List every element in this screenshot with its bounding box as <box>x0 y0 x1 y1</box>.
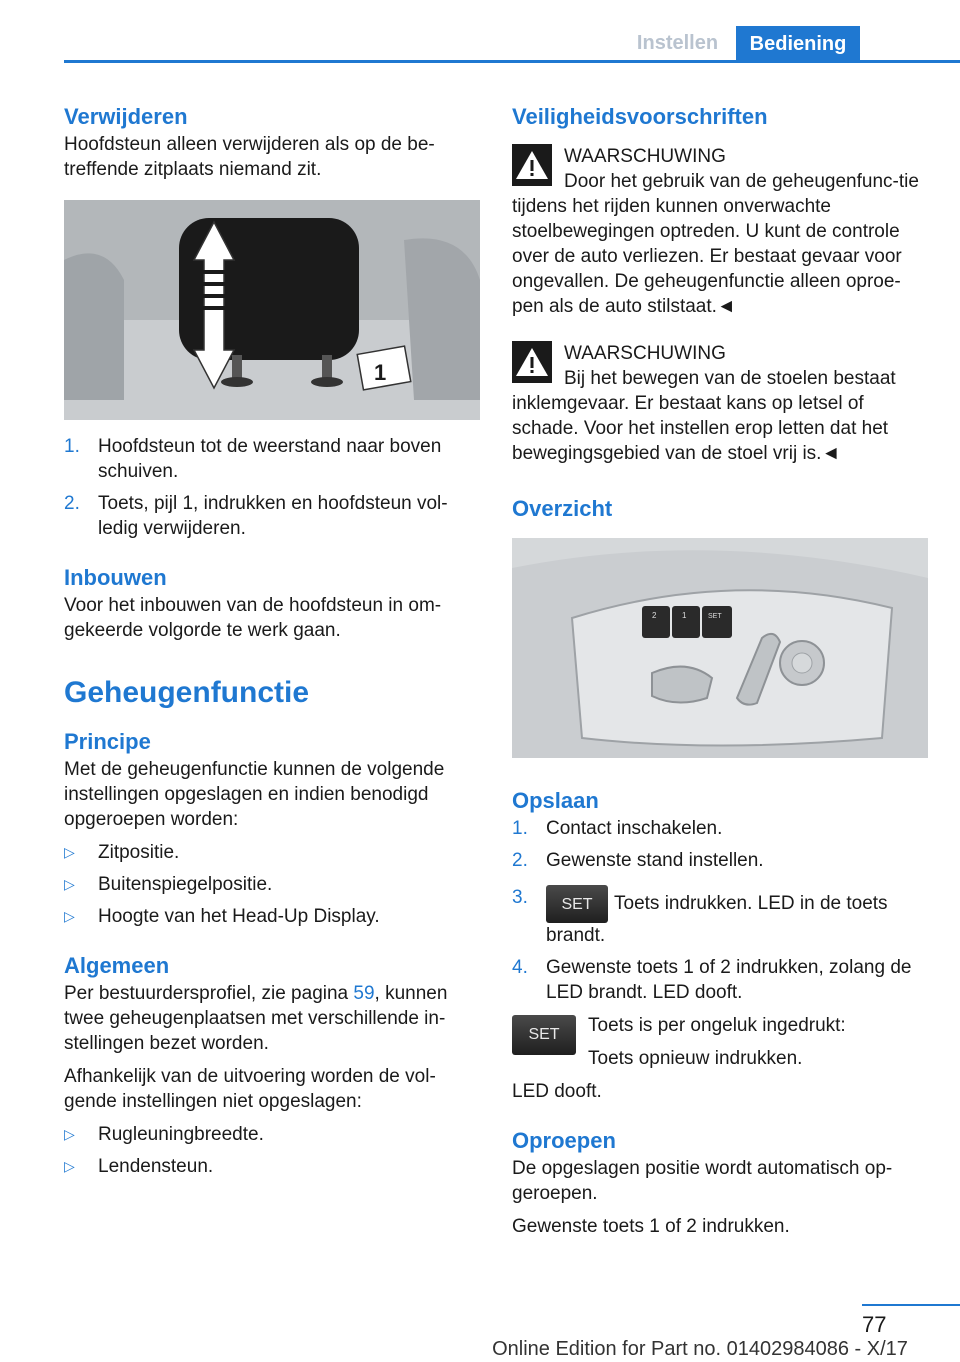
edition-note: Online Edition for Part no. 01402984086 - X/17 <box>492 1338 908 1360</box>
oproepen-text2: Gewenste toets 1 of 2 indrukken. <box>512 1216 790 1237</box>
svg-text:1: 1 <box>374 360 387 385</box>
inbouwen-text: Voor het inbouwen van de hoofdsteun in om-gekeerde volgorde te werk gaan. <box>64 595 442 641</box>
warning-block-1 <box>512 144 932 319</box>
set-button-icon: SET <box>546 885 608 923</box>
algemeen-text-a: Per bestuurdersprofiel, zie pagina <box>64 983 354 1004</box>
heading-verwijderen: Verwijderen <box>64 104 188 129</box>
step-text: Gewenste toets 1 of 2 indrukken, zolang de LED brandt. LED dooft. <box>546 957 912 1003</box>
bullet-text: Zitpositie. <box>98 842 180 863</box>
bullet-text: Lendensteun. <box>98 1156 214 1177</box>
heading-algemeen: Algemeen <box>64 953 170 978</box>
step-number: 3. <box>512 887 528 908</box>
photo-button-label: 1 <box>682 611 687 620</box>
step-number: 1. <box>512 818 528 839</box>
warning-text: Door het gebruik van de geheugenfunc-tie tijdens het rijden kunnen onverwachte stoelbewegingen optreden. U kunt de controle over de auto verliezen. Er bestaat gevaar voor ongevallen. De geheugenfunctie alleen oproe-pen als de auto stilstaat.◄ <box>512 171 919 317</box>
triangle-bullet-icon: ▷ <box>64 1126 75 1142</box>
triangle-bullet-icon: ▷ <box>64 876 75 892</box>
seat-controls-photo <box>512 538 928 758</box>
left-column <box>64 102 482 1186</box>
set-button-icon: SET <box>512 1015 576 1055</box>
set-note <box>512 1013 932 1071</box>
heading-oproepen: Oproepen <box>512 1128 616 1153</box>
algemeen-text <box>64 981 482 1056</box>
list-item <box>64 872 482 897</box>
list-item <box>512 885 932 948</box>
heading-opslaan: Opslaan <box>512 788 599 813</box>
page-link[interactable]: 59 <box>353 983 375 1004</box>
heading-inbouwen: Inbouwen <box>64 565 167 590</box>
list-item <box>64 840 482 865</box>
heading-overzicht: Overzicht <box>512 496 613 521</box>
step-text: Hoofdsteun tot de weerstand naar boven schuiven. <box>98 436 442 482</box>
headrest-photo <box>64 200 480 420</box>
triangle-bullet-icon: ▷ <box>64 844 75 860</box>
list-item <box>512 955 932 1005</box>
page-number: 77 <box>862 1312 887 1337</box>
list-item <box>64 491 482 541</box>
opslaan-steps <box>512 816 932 1005</box>
warning-triangle-icon <box>512 341 552 383</box>
list-item <box>64 904 482 929</box>
list-item <box>64 1154 482 1179</box>
tab-instellen[interactable]: Instellen <box>636 31 719 54</box>
list-item <box>512 848 932 873</box>
note-line: LED dooft. <box>512 1081 602 1102</box>
warning-label: WAARSCHUWING <box>564 343 726 364</box>
principe-text: Met de geheugenfunctie kunnen de volgende instellingen opgeslagen en indien benodigd opgeroepen worden: <box>64 759 445 830</box>
list-item <box>64 434 482 484</box>
step-number: 4. <box>512 957 528 978</box>
step-text: Contact inschakelen. <box>546 818 723 839</box>
step-text: Toets indrukken. LED in de toets brandt. <box>546 893 888 946</box>
step-number: 2. <box>64 493 80 514</box>
bullet-text: Rugleuningbreedte. <box>98 1124 264 1145</box>
step-number: 1. <box>64 436 80 457</box>
list-item <box>512 816 932 841</box>
warning-label: WAARSCHUWING <box>564 146 726 167</box>
seat-controls-illustration <box>512 538 928 758</box>
heading-geheugenfunctie: Geheugenfunctie <box>64 676 310 709</box>
step-text: Gewenste stand instellen. <box>546 850 764 871</box>
step-number: 2. <box>512 850 528 871</box>
algemeen-text2: Afhankelijk van de uitvoering worden de vol-gende instellingen niet opgeslagen: <box>64 1066 436 1112</box>
principe-bullets <box>64 840 482 929</box>
heading-principe: Principe <box>64 729 151 754</box>
verwijderen-steps <box>64 434 482 541</box>
footer-rule <box>862 1304 960 1306</box>
photo-button-label: SET <box>708 613 722 620</box>
oproepen-text: De opgeslagen positie wordt automatisch op-geroepen. <box>512 1158 893 1204</box>
tab-bediening[interactable]: Bediening <box>736 26 860 63</box>
algemeen-text-b: , kunnen twee geheugenplaatsen met verschillende in-stellingen bezet worden. <box>64 983 448 1054</box>
headrest-illustration <box>64 200 480 420</box>
right-column <box>512 102 932 1247</box>
triangle-bullet-icon: ▷ <box>64 1158 75 1174</box>
note-line: Toets opnieuw indrukken. <box>588 1048 803 1069</box>
warning-triangle-icon <box>512 144 552 186</box>
algemeen-bullets <box>64 1122 482 1179</box>
bullet-text: Buitenspiegelpositie. <box>98 874 273 895</box>
warning-block-2 <box>512 341 932 466</box>
step-text: Toets, pijl 1, indrukken en hoofdsteun vol-ledig verwijderen. <box>98 493 448 539</box>
heading-veiligheidsvoorschriften: Veiligheidsvoorschriften <box>512 104 768 129</box>
verwijderen-text: Hoofdsteun alleen verwijderen als op de be-treffende zitplaats niemand zit. <box>64 134 435 180</box>
photo-button-label: 2 <box>652 611 657 620</box>
warning-text: Bij het bewegen van de stoelen bestaat inklemgevaar. Er bestaat kans op letsel of schade. Voor het instellen erop letten dat het bewegingsgebied van de stoel vrij is.◄ <box>512 368 896 464</box>
bullet-text: Hoogte van het Head-Up Display. <box>98 906 380 927</box>
triangle-bullet-icon: ▷ <box>64 908 75 924</box>
list-item <box>64 1122 482 1147</box>
note-line: Toets is per ongeluk ingedrukt: <box>588 1015 846 1036</box>
